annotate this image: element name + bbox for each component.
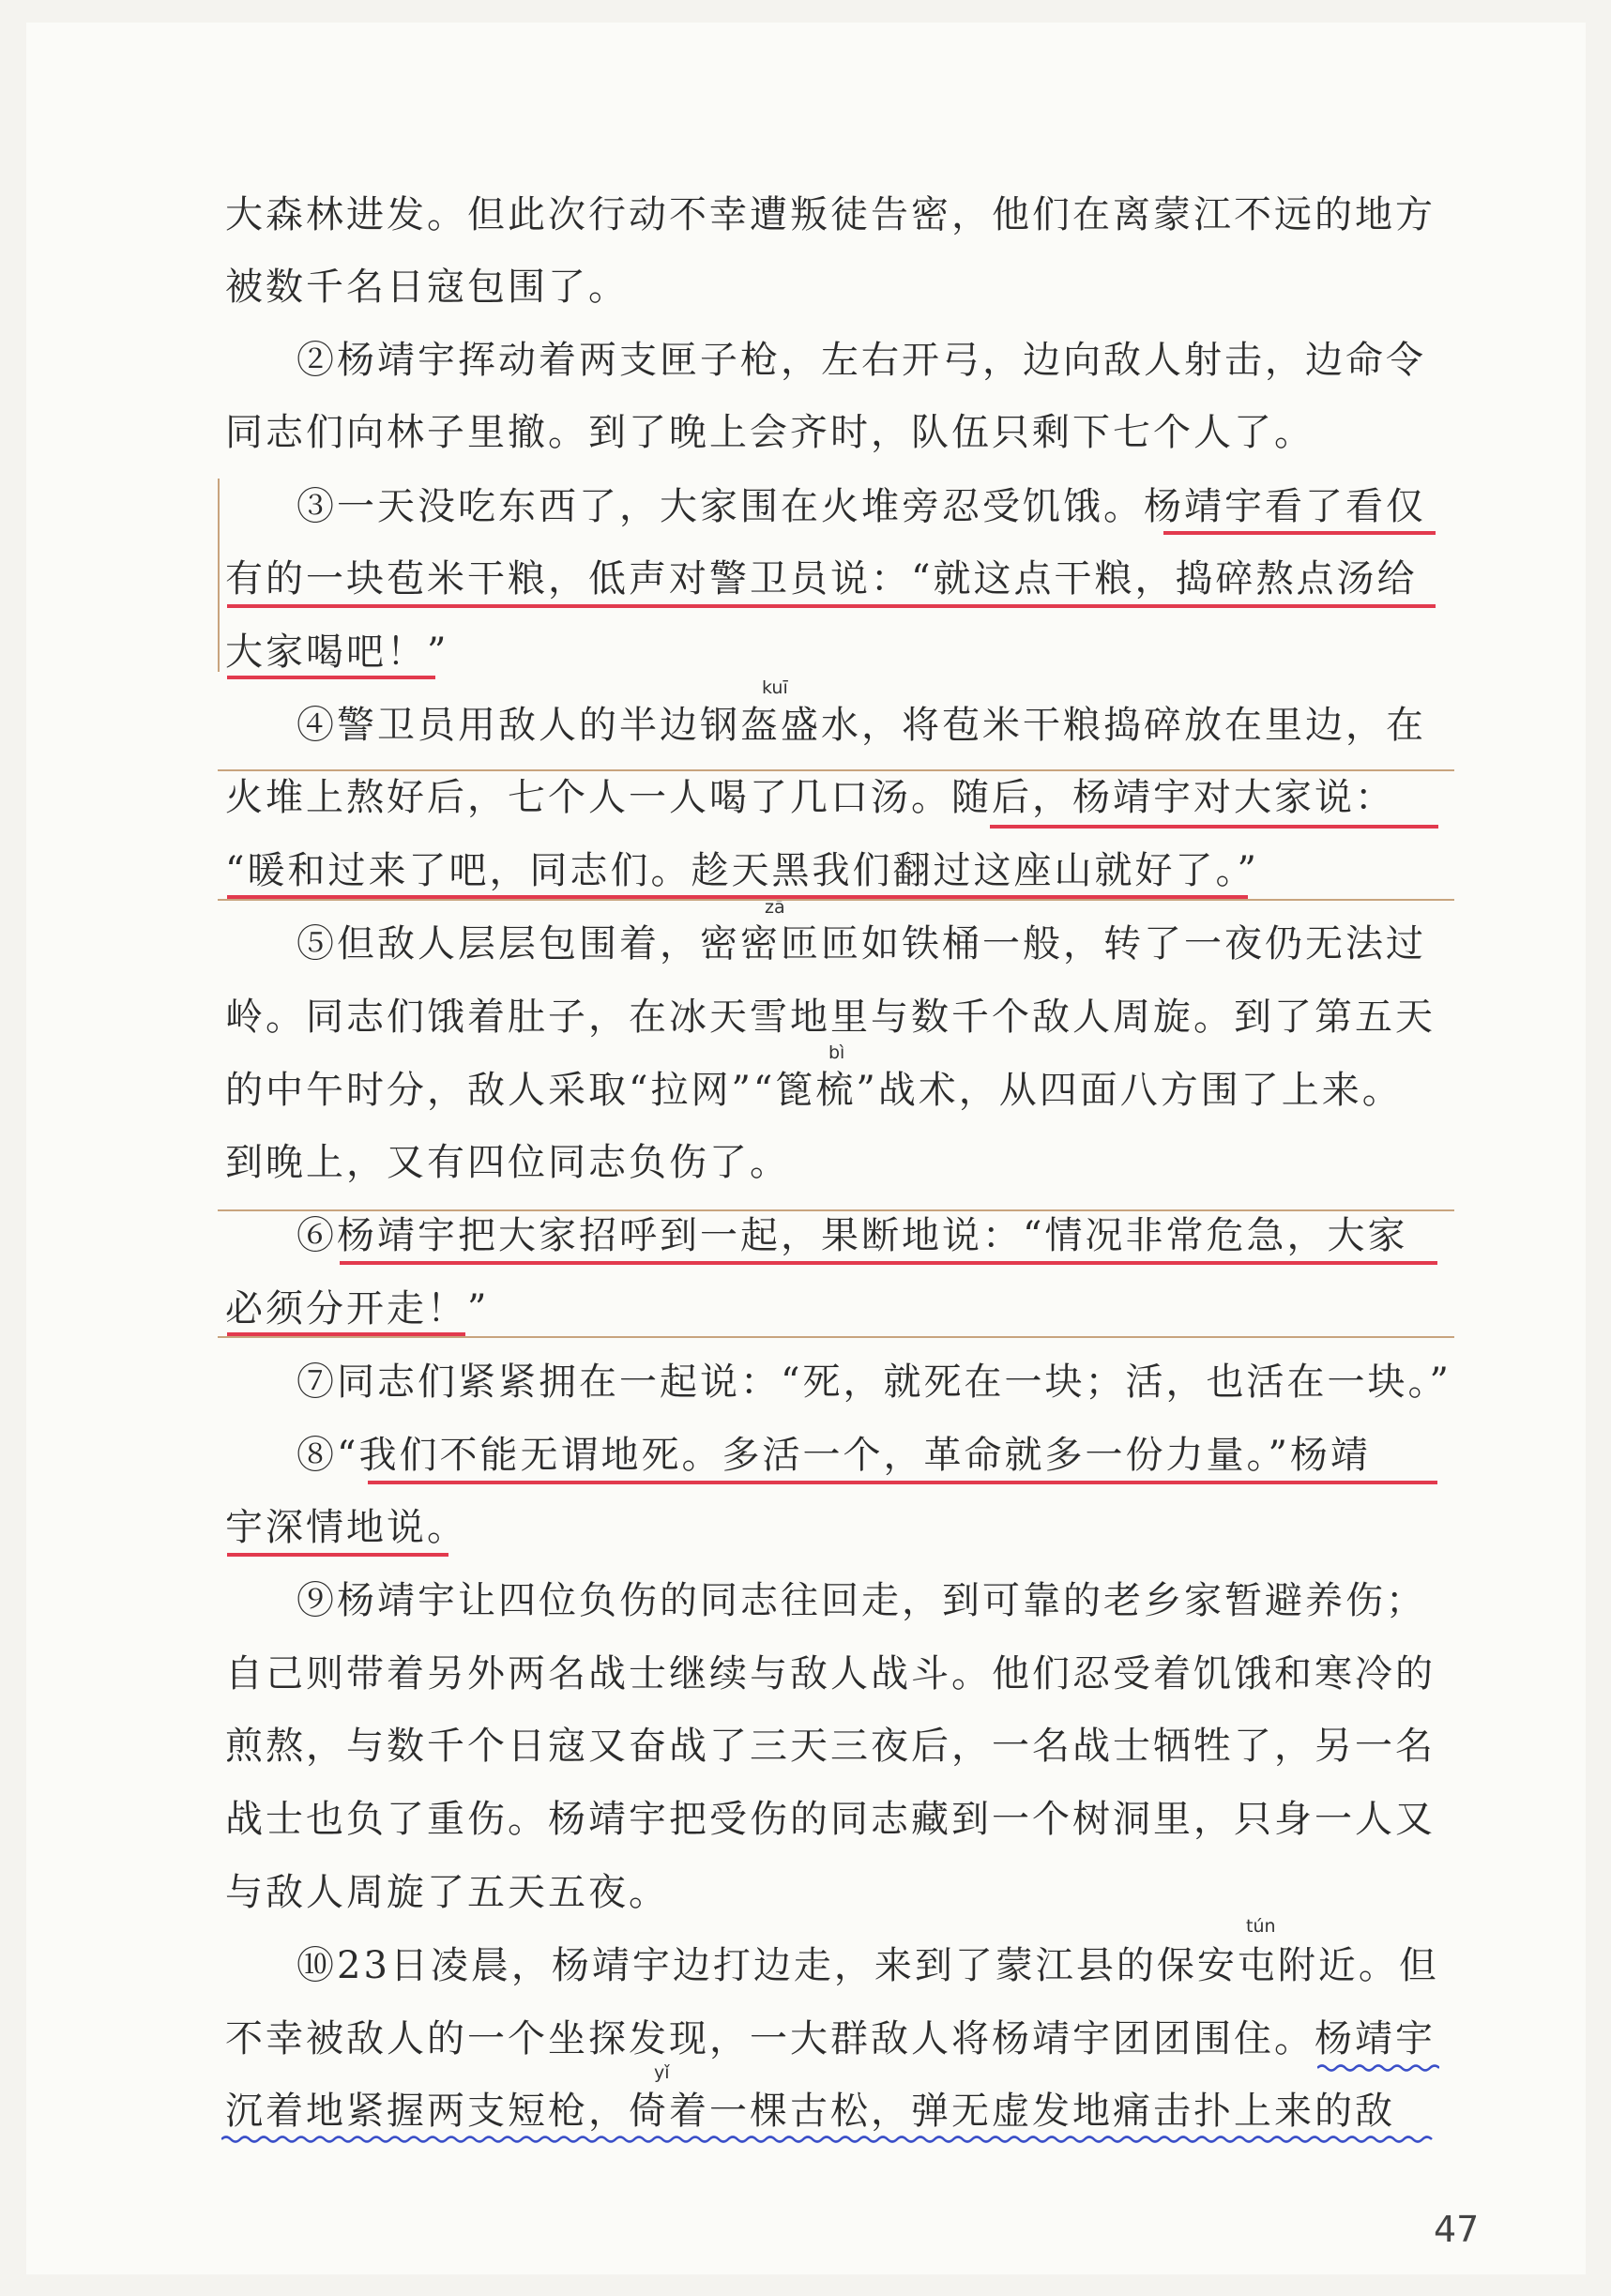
red-underline — [227, 676, 435, 679]
margin-bar — [218, 479, 220, 672]
paragraph-6-start: ⑥杨靖宇把大家招呼到一起，果断地说：“情况非常危急，大家 — [296, 1214, 1408, 1257]
text-line: “暖和过来了吧，同志们。趁天黑我们翻过这座山就好了。” — [225, 849, 1259, 892]
text-line: 宇深情地说。 — [225, 1506, 467, 1549]
red-underline — [227, 1332, 465, 1336]
text-line: 到晚上，又有四位同志负伤了。 — [225, 1141, 790, 1184]
paragraph-5-start: ⑤但敌人层层包围着，密密匝匝如铁桶一般，转了一夜仍无法过 — [296, 922, 1426, 966]
text-line: 战士也负了重伤。杨靖宇把受伤的同志藏到一个树洞里，只身一人又 — [225, 1798, 1436, 1841]
red-underline — [227, 895, 1248, 899]
page-number: 47 — [1434, 2209, 1480, 2250]
text-line: 不幸被敌人的一个坐探发现，一大群敌人将杨靖宇团团围住。杨靖宇 — [225, 2017, 1436, 2060]
red-underline — [368, 1481, 1437, 1484]
red-underline — [340, 1261, 1437, 1265]
paragraph-8-start: ⑧“我们不能无谓地死。多活一个，革命就多一份力量。”杨靖 — [296, 1434, 1371, 1477]
text-line: 必须分开走！” — [225, 1287, 490, 1330]
red-underline — [990, 825, 1438, 829]
text-line: 同志们向林子里撤。到了晚上会齐时，队伍只剩下七个人了。 — [225, 411, 1315, 454]
text-line: 的中午时分，敌人采取“拉网”“篦梳”战术，从四面八方围了上来。 — [225, 1069, 1403, 1112]
pinyin-kui: kuī — [762, 677, 788, 698]
red-underline — [1163, 531, 1436, 535]
red-underline — [227, 1553, 448, 1557]
text-line: 有的一块苞米干粮，低声对警卫员说：“就这点干粮，捣碎熬点汤给 — [225, 557, 1418, 601]
pinyin-za: zā — [765, 897, 785, 918]
pinyin-yi: yǐ — [654, 2062, 670, 2083]
paragraph-3-start: ③一天没吃东西了，大家围在火堆旁忍受饥饿。杨靖宇看了看仅 — [296, 485, 1426, 528]
paragraph-7-start: ⑦同志们紧紧拥在一起说：“死，就死在一块；活，也活在一块。” — [296, 1361, 1451, 1404]
text-line: 大家喝吧！” — [225, 631, 449, 674]
text-line: 大森林进发。但此次行动不幸遭叛徒告密，他们在离蒙江不远的地方 — [225, 193, 1436, 236]
pinyin-tun: tún — [1246, 1916, 1276, 1937]
paragraph-2-start: ②杨靖宇挥动着两支匣子枪，左右开弓，边向敌人射击，边命令 — [296, 339, 1426, 382]
blue-wavy-underline — [221, 2135, 1437, 2144]
blue-wavy-underline — [1317, 2063, 1439, 2073]
divider-rule — [218, 1336, 1454, 1338]
paragraph-9-start: ⑨杨靖宇让四位负伤的同志往回走，到可靠的老乡家暂避养伤； — [296, 1579, 1426, 1622]
divider-rule — [218, 899, 1454, 901]
paragraph-4-start: ④警卫员用敌人的半边钢盔盛水，将苞米干粮捣碎放在里边，在 — [296, 704, 1426, 747]
red-underline — [227, 604, 1436, 608]
text-line: 沉着地紧握两支短枪，倚着一棵古松，弹无虚发地痛击扑上来的敌 — [225, 2090, 1395, 2133]
divider-rule — [218, 769, 1454, 771]
paragraph-10-start: ⑩23日凌晨，杨靖宇边打边走，来到了蒙江县的保安屯附近。但 — [296, 1944, 1439, 1987]
text-line: 煎熬，与数千个日寇又奋战了三天三夜后，一名战士牺牲了，另一名 — [225, 1725, 1436, 1768]
divider-rule — [218, 1209, 1454, 1211]
text-line: 被数千名日寇包围了。 — [225, 266, 629, 309]
text-line: 岭。同志们饿着肚子，在冰天雪地里与数千个敌人周旋。到了第五天 — [225, 996, 1436, 1039]
text-line: 与敌人周旋了五天五夜。 — [225, 1871, 669, 1914]
pinyin-bi: bì — [828, 1042, 845, 1063]
text-line: 火堆上熬好后，七个人一人喝了几口汤。随后，杨靖宇对大家说： — [225, 776, 1395, 819]
text-line: 自己则带着另外两名战士继续与敌人战斗。他们忍受着饥饿和寒冷的 — [225, 1652, 1436, 1695]
